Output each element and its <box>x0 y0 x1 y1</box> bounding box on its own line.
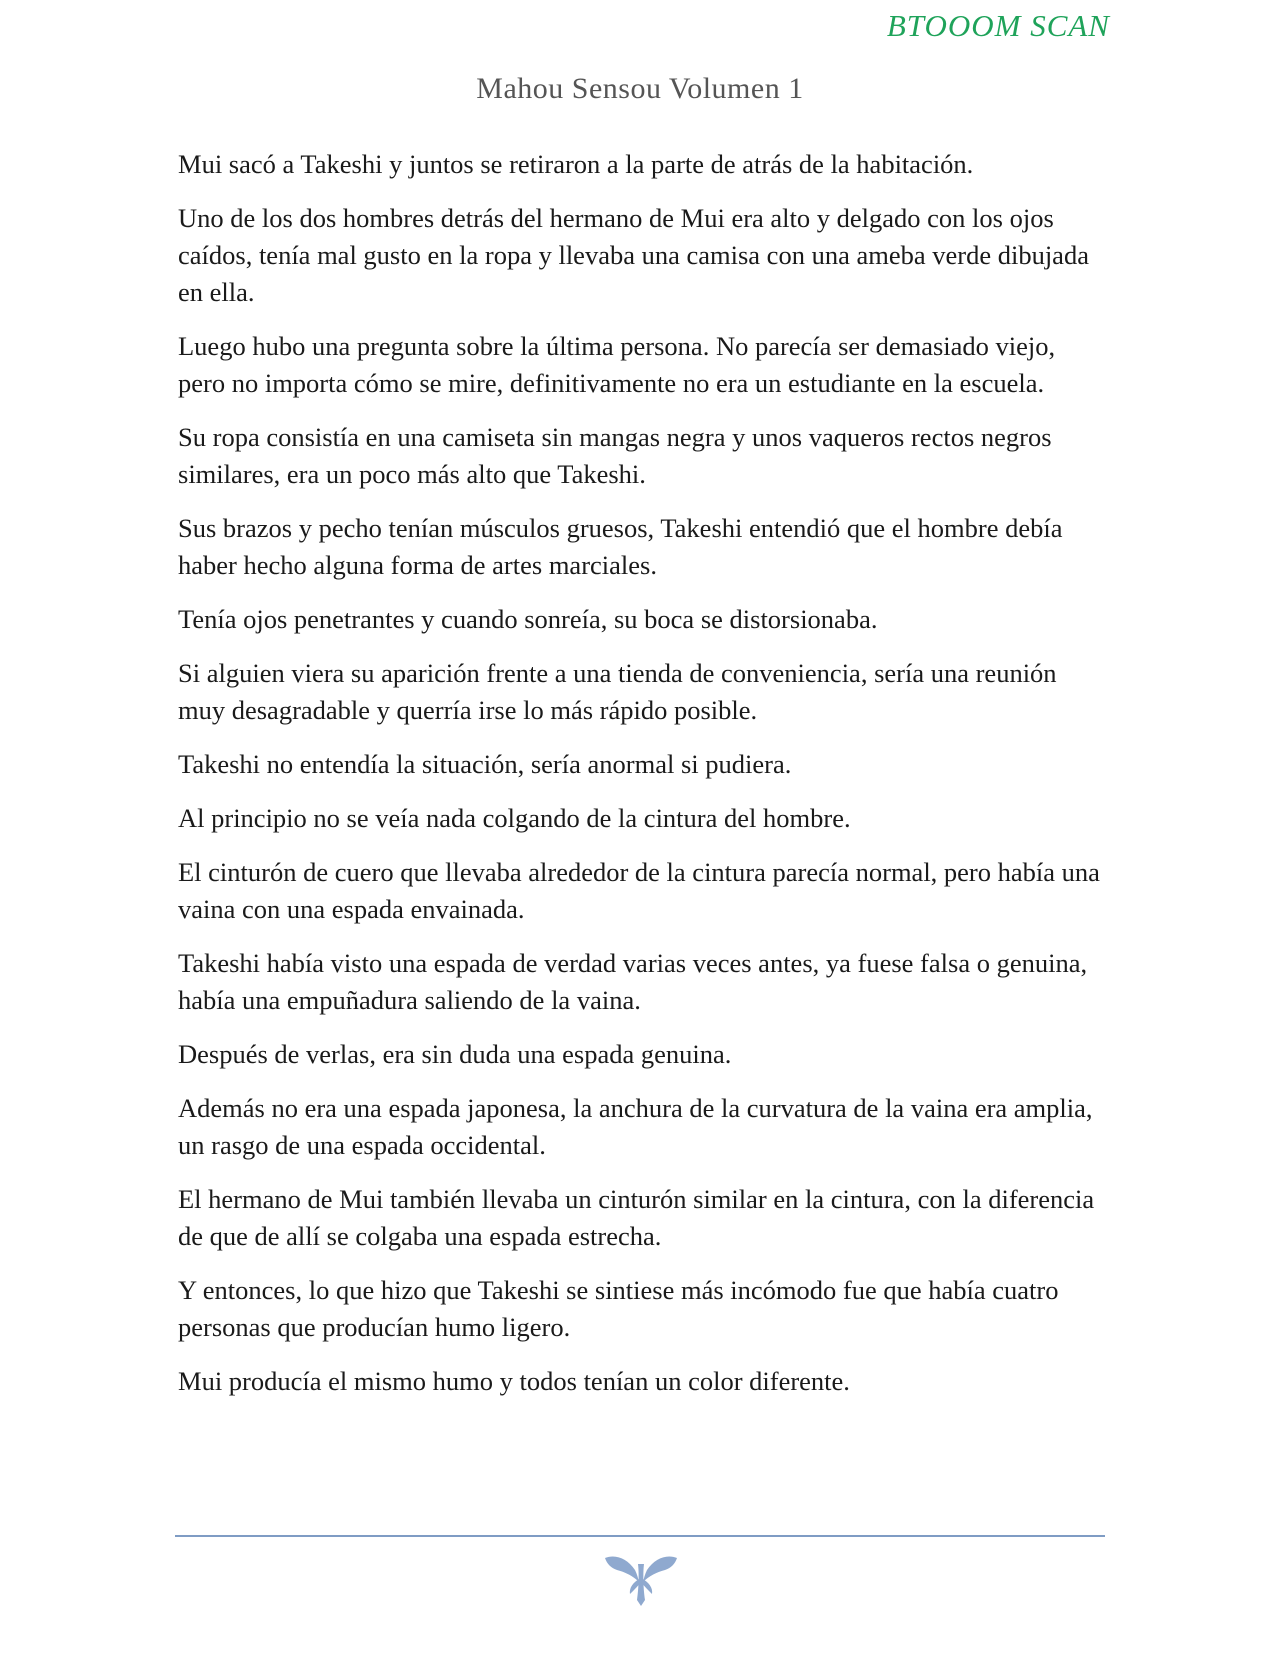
page-header-title: Mahou Sensou Volumen 1 <box>476 72 804 105</box>
body-paragraph: Además no era una espada japonesa, la anchura de la curvatura de la vaina era amplia, un rasgo de una espada occidental. <box>178 1093 1093 1160</box>
body-paragraph: Al principio no se veía nada colgando de la cintura del hombre. <box>178 803 851 833</box>
body-paragraph: El cinturón de cuero que llevaba alrededor de la cintura parecía normal, pero había una vaina con una espada envainada. <box>178 857 1100 924</box>
body-paragraph: Mui sacó a Takeshi y juntos se retiraron a la parte de atrás de la habitación. <box>178 149 974 179</box>
body-paragraph: Mui producía el mismo humo y todos tenían un color diferente. <box>178 1366 850 1396</box>
body-paragraph: Takeshi no entendía la situación, sería anormal si pudiera. <box>178 749 792 779</box>
body-paragraph: Después de verlas, era sin duda una espada genuina. <box>178 1039 732 1069</box>
body-paragraph: Luego hubo una pregunta sobre la última persona. No parecía ser demasiado viejo, pero no importa cómo se mire, definitivamente no era un estudiante en la escuela. <box>178 331 1056 398</box>
body-paragraph: Sus brazos y pecho tenían músculos gruesos, Takeshi entendió que el hombre debía haber hecho alguna forma de artes marciales. <box>178 513 1063 580</box>
body-paragraph: El hermano de Mui también llevaba un cinturón similar en la cintura, con la diferencia de que de allí se colgaba una espada estrecha. <box>178 1184 1095 1251</box>
fleuron-ornament-icon <box>603 1552 679 1608</box>
scanlation-watermark: BTOOOM SCAN <box>886 8 1110 43</box>
body-paragraph: Tenía ojos penetrantes y cuando sonreía, su boca se distorsionaba. <box>178 604 878 634</box>
page-body <box>178 146 1108 1417</box>
body-paragraph: Su ropa consistía en una camiseta sin mangas negra y unos vaqueros rectos negros similares, era un poco más alto que Takeshi. <box>178 422 1052 489</box>
footer-divider <box>175 1535 1105 1537</box>
body-paragraph: Si alguien viera su aparición frente a una tienda de conveniencia, sería una reunión muy desagradable y querría irse lo más rápido posible. <box>178 658 1057 725</box>
body-paragraph: Takeshi había visto una espada de verdad varias veces antes, ya fuese falsa o genuina, había una empuñadura saliendo de la vaina. <box>178 948 1088 1015</box>
body-paragraph: Uno de los dos hombres detrás del hermano de Mui era alto y delgado con los ojos caídos, tenía mal gusto en la ropa y llevaba una camisa con una ameba verde dibujada en ella. <box>178 203 1089 307</box>
body-paragraph: Y entonces, lo que hizo que Takeshi se sintiese más incómodo fue que había cuatro personas que producían humo ligero. <box>178 1275 1059 1342</box>
